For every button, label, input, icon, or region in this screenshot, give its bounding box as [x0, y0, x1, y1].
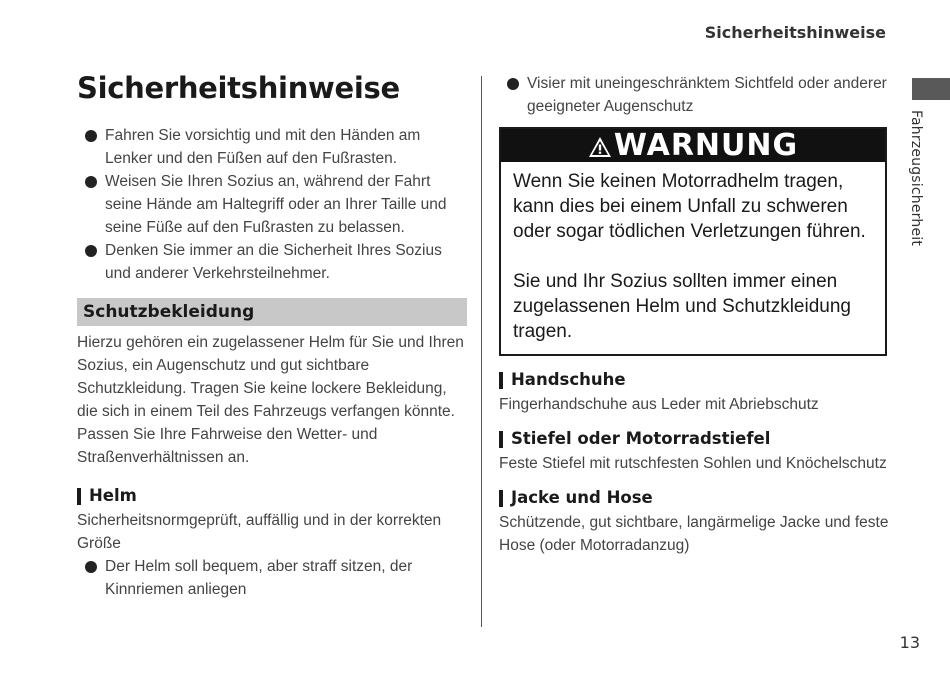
visor-bullets — [499, 72, 889, 118]
handschuhe-text: Fingerhandschuhe aus Leder mit Abriebschutz — [499, 396, 819, 413]
subheading-helm: Helm — [77, 485, 467, 507]
subheading-stiefel: Stiefel oder Motorradstiefel — [499, 428, 889, 450]
section-text: Hierzu gehören ein zugelassener Helm für Sie und Ihren Sozius, ein Augenschutz und gut sichtbare Schutzkleidung. Tragen Sie keine lockere Bekleidung, die sich in einem Teil des Fahrzeugs verfangen könnte. Passen Sie Ihre Fahrweise den Wetter- und Straßenverhältnissen an. — [77, 334, 464, 466]
warning-body — [501, 162, 885, 354]
subheading-handschuhe: Handschuhe — [499, 369, 889, 391]
bullet-item: Fahren Sie vorsichtig und mit den Händen am Lenker und den Füßen auf den Fußrasten. — [77, 124, 467, 170]
helm-bullets — [77, 555, 467, 601]
subheading-jacke-hose: Jacke und Hose — [499, 487, 889, 509]
stiefel-text: Feste Stiefel mit rutschfesten Sohlen und Knöchelschutz — [499, 455, 887, 472]
running-header: Sicherheitshinweise — [704, 23, 886, 42]
warning-box — [499, 127, 887, 356]
page-number: 13 — [899, 633, 920, 652]
section-tab-marker — [912, 78, 950, 100]
bullet-item: Denken Sie immer an die Sicherheit Ihres Sozius und anderer Verkehrsteilnehmer. — [77, 239, 467, 285]
warning-header — [501, 129, 885, 162]
riding-bullets — [77, 124, 467, 285]
helm-text: Sicherheitsnormgeprüft, auffällig und in der korrekten Größe — [77, 512, 442, 552]
bullet-item: Visier mit uneingeschränktem Sichtfeld oder anderer geeigneter Augenschutz — [499, 72, 889, 118]
warning-label: WARNUNG — [613, 128, 799, 163]
section-heading-schutzbekleidung: Schutzbekleidung — [77, 298, 467, 326]
bullet-item: Der Helm soll bequem, aber straff sitzen, der Kinnriemen anliegen — [77, 555, 467, 601]
left-column — [77, 70, 467, 601]
warning-text: Wenn Sie keinen Motorradhelm tragen, kann dies bei einem Unfall zu schweren oder sogar tödlichen Verletzungen führen. — [513, 171, 866, 242]
section-tab-label: Fahrzeugsicherheit — [908, 110, 924, 247]
warning-triangle-icon — [588, 136, 612, 158]
right-column — [499, 72, 889, 557]
column-divider — [481, 76, 482, 627]
bullet-item: Weisen Sie Ihren Sozius an, während der Fahrt seine Hände am Haltegriff oder an Ihrer Taille und seine Füße auf den Fußrasten zu belassen. — [77, 170, 467, 239]
page-title: Sicherheitshinweise — [77, 71, 400, 105]
warning-text: Sie und Ihr Sozius sollten immer einen zugelassenen Helm und Schutzkleidung tragen. — [513, 271, 851, 342]
jacke-hose-text: Schützende, gut sichtbare, langärmelige Jacke und feste Hose (oder Motorradanzug) — [499, 514, 889, 554]
